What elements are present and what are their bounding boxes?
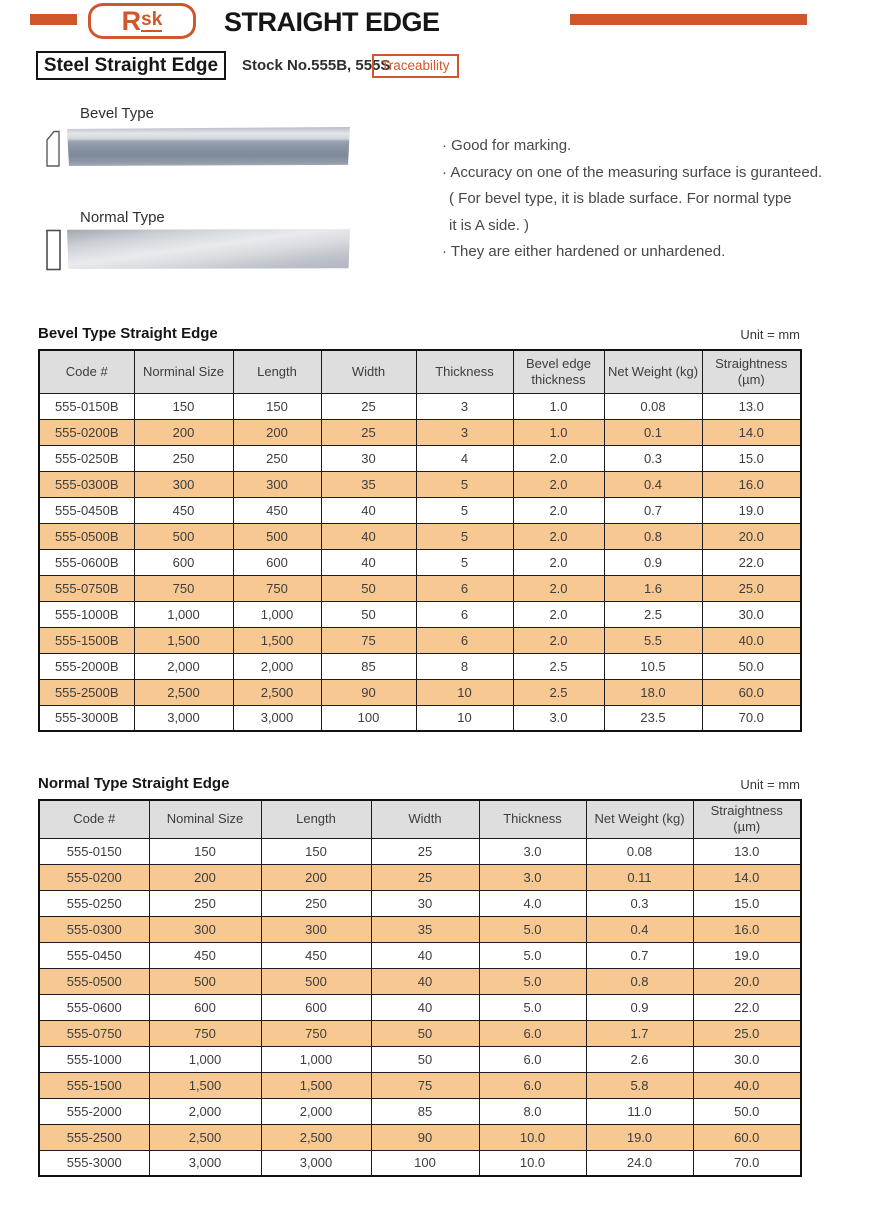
table-cell: 8 bbox=[416, 653, 513, 679]
table-cell: 40.0 bbox=[693, 1072, 801, 1098]
table-cell: 90 bbox=[321, 679, 416, 705]
table-cell: 555-1000B bbox=[39, 601, 134, 627]
table-cell: 150 bbox=[134, 393, 233, 419]
table-cell: 19.0 bbox=[702, 497, 801, 523]
table-row bbox=[39, 705, 801, 731]
table-row bbox=[39, 1150, 801, 1176]
brand-logo bbox=[88, 3, 196, 39]
table-row bbox=[39, 575, 801, 601]
table-cell: 200 bbox=[233, 419, 321, 445]
feature-line: · Good for marking. bbox=[442, 137, 572, 154]
table-cell: 1.6 bbox=[604, 575, 702, 601]
table-cell: 23.5 bbox=[604, 705, 702, 731]
table-cell: 3 bbox=[416, 419, 513, 445]
table-cell: 200 bbox=[261, 864, 371, 890]
bevel-table bbox=[38, 349, 802, 732]
table-cell: 1,000 bbox=[233, 601, 321, 627]
table-cell: 85 bbox=[321, 653, 416, 679]
table-cell: 24.0 bbox=[586, 1150, 693, 1176]
table-row bbox=[39, 1098, 801, 1124]
table-row bbox=[39, 419, 801, 445]
table-cell: 85 bbox=[371, 1098, 479, 1124]
table-cell: 13.0 bbox=[693, 838, 801, 864]
table-cell: 300 bbox=[149, 916, 261, 942]
table-cell: 150 bbox=[149, 838, 261, 864]
table-cell: 2.0 bbox=[513, 445, 604, 471]
product-name-box: Steel Straight Edge bbox=[36, 51, 226, 80]
table-cell: 500 bbox=[149, 968, 261, 994]
table-cell: 3,000 bbox=[261, 1150, 371, 1176]
table-cell: 1,500 bbox=[261, 1072, 371, 1098]
table-cell: 555-2000B bbox=[39, 653, 134, 679]
table-cell: 450 bbox=[233, 497, 321, 523]
table-cell: 555-0300 bbox=[39, 916, 149, 942]
table-cell: 40 bbox=[321, 497, 416, 523]
bevel-type-label: Bevel Type bbox=[80, 105, 154, 122]
table-row bbox=[39, 679, 801, 705]
feature-line: · Accuracy on one of the measuring surface is guranteed. bbox=[442, 163, 823, 181]
table-cell: 0.1 bbox=[604, 419, 702, 445]
table-cell: 35 bbox=[321, 471, 416, 497]
table-cell: 22.0 bbox=[693, 994, 801, 1020]
table-cell: 0.7 bbox=[604, 497, 702, 523]
table-cell: 555-1500B bbox=[39, 627, 134, 653]
table-cell: 5.8 bbox=[586, 1072, 693, 1098]
table-cell: 3 bbox=[416, 393, 513, 419]
table-cell: 5.0 bbox=[479, 968, 586, 994]
table-cell: 25.0 bbox=[702, 575, 801, 601]
table-cell: 300 bbox=[261, 916, 371, 942]
table-cell: 2,500 bbox=[149, 1124, 261, 1150]
table-cell: 2.0 bbox=[513, 523, 604, 549]
column-header: Net Weight (kg) bbox=[604, 350, 702, 393]
table-cell: 250 bbox=[134, 445, 233, 471]
header-accent-bar-right bbox=[570, 14, 807, 25]
table-cell: 18.0 bbox=[604, 679, 702, 705]
table-cell: 500 bbox=[261, 968, 371, 994]
table-cell: 2.6 bbox=[586, 1046, 693, 1072]
table-row bbox=[39, 916, 801, 942]
table-row bbox=[39, 497, 801, 523]
table-cell: 250 bbox=[261, 890, 371, 916]
table-cell: 2,500 bbox=[233, 679, 321, 705]
brand-logo-text-small: sk bbox=[141, 9, 163, 30]
table-cell: 5.0 bbox=[479, 994, 586, 1020]
table-cell: 10.5 bbox=[604, 653, 702, 679]
table-cell: 4.0 bbox=[479, 890, 586, 916]
table-cell: 13.0 bbox=[702, 393, 801, 419]
table-row bbox=[39, 968, 801, 994]
table-cell: 5 bbox=[416, 497, 513, 523]
table-row bbox=[39, 1072, 801, 1098]
table-cell: 750 bbox=[233, 575, 321, 601]
table-cell: 6.0 bbox=[479, 1020, 586, 1046]
table-cell: 70.0 bbox=[702, 705, 801, 731]
table-cell: 22.0 bbox=[702, 549, 801, 575]
table-cell: 0.9 bbox=[586, 994, 693, 1020]
table-cell: 555-0450 bbox=[39, 942, 149, 968]
table-cell: 30 bbox=[321, 445, 416, 471]
table-cell: 0.08 bbox=[586, 838, 693, 864]
column-header: Length bbox=[261, 800, 371, 838]
normal-table bbox=[38, 799, 802, 1177]
table-cell: 1,500 bbox=[233, 627, 321, 653]
table-row bbox=[39, 523, 801, 549]
table-cell: 25 bbox=[371, 838, 479, 864]
table-cell: 1.0 bbox=[513, 419, 604, 445]
bevel-table-title: Bevel Type Straight Edge bbox=[38, 325, 218, 342]
table-cell: 555-2500B bbox=[39, 679, 134, 705]
table-cell: 6.0 bbox=[479, 1072, 586, 1098]
table-cell: 100 bbox=[321, 705, 416, 731]
normal-cross-section-icon bbox=[45, 229, 63, 271]
table-cell: 3.0 bbox=[479, 838, 586, 864]
table-cell: 200 bbox=[149, 864, 261, 890]
table-cell: 2.5 bbox=[604, 601, 702, 627]
table-cell: 250 bbox=[233, 445, 321, 471]
table-cell: 20.0 bbox=[702, 523, 801, 549]
normal-type-label: Normal Type bbox=[80, 209, 165, 226]
table-cell: 1,000 bbox=[261, 1046, 371, 1072]
table-cell: 500 bbox=[134, 523, 233, 549]
table-cell: 450 bbox=[149, 942, 261, 968]
table-row bbox=[39, 1020, 801, 1046]
column-header: Straightness (µm) bbox=[693, 800, 801, 838]
table-cell: 16.0 bbox=[693, 916, 801, 942]
table-cell: 10 bbox=[416, 679, 513, 705]
column-header: Straightness (µm) bbox=[702, 350, 801, 393]
normal-table-section bbox=[38, 775, 800, 1177]
normal-table-body bbox=[39, 838, 801, 1176]
table-cell: 600 bbox=[261, 994, 371, 1020]
table-cell: 40 bbox=[321, 549, 416, 575]
table-row bbox=[39, 549, 801, 575]
table-cell: 50 bbox=[371, 1020, 479, 1046]
table-cell: 2,000 bbox=[233, 653, 321, 679]
table-cell: 40.0 bbox=[702, 627, 801, 653]
table-cell: 1,000 bbox=[149, 1046, 261, 1072]
table-cell: 5.5 bbox=[604, 627, 702, 653]
bevel-table-unit-label: Unit = mm bbox=[740, 327, 800, 342]
table-row bbox=[39, 1046, 801, 1072]
table-cell: 1.7 bbox=[586, 1020, 693, 1046]
table-cell: 555-0750B bbox=[39, 575, 134, 601]
table-cell: 15.0 bbox=[702, 445, 801, 471]
table-cell: 555-1500 bbox=[39, 1072, 149, 1098]
table-cell: 555-1000 bbox=[39, 1046, 149, 1072]
table-cell: 0.8 bbox=[604, 523, 702, 549]
table-cell: 555-0500B bbox=[39, 523, 134, 549]
table-cell: 600 bbox=[134, 549, 233, 575]
table-cell: 25 bbox=[321, 419, 416, 445]
table-cell: 30.0 bbox=[702, 601, 801, 627]
column-header: Thickness bbox=[416, 350, 513, 393]
table-cell: 555-0300B bbox=[39, 471, 134, 497]
table-cell: 1,500 bbox=[149, 1072, 261, 1098]
table-cell: 35 bbox=[371, 916, 479, 942]
table-cell: 75 bbox=[371, 1072, 479, 1098]
table-row bbox=[39, 994, 801, 1020]
table-cell: 3,000 bbox=[149, 1150, 261, 1176]
feature-line: · They are either hardened or unhardened. bbox=[442, 243, 726, 260]
table-cell: 5 bbox=[416, 523, 513, 549]
table-cell: 14.0 bbox=[702, 419, 801, 445]
table-row bbox=[39, 942, 801, 968]
table-cell: 600 bbox=[233, 549, 321, 575]
table-cell: 0.4 bbox=[586, 916, 693, 942]
table-cell: 555-3000 bbox=[39, 1150, 149, 1176]
table-cell: 3.0 bbox=[513, 705, 604, 731]
table-cell: 60.0 bbox=[702, 679, 801, 705]
table-cell: 50.0 bbox=[693, 1098, 801, 1124]
table-cell: 50 bbox=[321, 601, 416, 627]
table-cell: 750 bbox=[134, 575, 233, 601]
table-cell: 555-0150 bbox=[39, 838, 149, 864]
table-row bbox=[39, 601, 801, 627]
table-cell: 250 bbox=[149, 890, 261, 916]
table-cell: 2.0 bbox=[513, 575, 604, 601]
table-row bbox=[39, 838, 801, 864]
table-cell: 750 bbox=[261, 1020, 371, 1046]
table-cell: 0.3 bbox=[604, 445, 702, 471]
table-cell: 25 bbox=[371, 864, 479, 890]
column-header: Nominal Size bbox=[149, 800, 261, 838]
table-cell: 500 bbox=[233, 523, 321, 549]
table-row bbox=[39, 393, 801, 419]
table-cell: 555-0500 bbox=[39, 968, 149, 994]
table-cell: 14.0 bbox=[693, 864, 801, 890]
table-cell: 555-0250B bbox=[39, 445, 134, 471]
table-cell: 555-0450B bbox=[39, 497, 134, 523]
stock-number: Stock No.555B, 555S bbox=[242, 57, 391, 74]
table-cell: 90 bbox=[371, 1124, 479, 1150]
table-cell: 2.0 bbox=[513, 627, 604, 653]
table-cell: 300 bbox=[233, 471, 321, 497]
table-row bbox=[39, 890, 801, 916]
table-row bbox=[39, 471, 801, 497]
table-cell: 0.7 bbox=[586, 942, 693, 968]
bevel-cross-section-icon bbox=[44, 130, 62, 168]
page-title: STRAIGHT EDGE bbox=[224, 7, 440, 37]
table-cell: 25 bbox=[321, 393, 416, 419]
table-cell: 40 bbox=[371, 968, 479, 994]
feature-line: ( For bevel type, it is blade surface. For normal type bbox=[449, 190, 792, 207]
table-cell: 6 bbox=[416, 601, 513, 627]
table-row bbox=[39, 1124, 801, 1150]
column-header: Width bbox=[321, 350, 416, 393]
table-cell: 19.0 bbox=[586, 1124, 693, 1150]
table-cell: 11.0 bbox=[586, 1098, 693, 1124]
bevel-table-section bbox=[38, 325, 800, 732]
table-cell: 6 bbox=[416, 575, 513, 601]
table-cell: 100 bbox=[371, 1150, 479, 1176]
table-cell: 555-0750 bbox=[39, 1020, 149, 1046]
table-cell: 6 bbox=[416, 627, 513, 653]
table-cell: 600 bbox=[149, 994, 261, 1020]
table-cell: 750 bbox=[149, 1020, 261, 1046]
table-cell: 150 bbox=[233, 393, 321, 419]
table-cell: 40 bbox=[321, 523, 416, 549]
table-cell: 0.08 bbox=[604, 393, 702, 419]
table-cell: 2.0 bbox=[513, 471, 604, 497]
table-cell: 30.0 bbox=[693, 1046, 801, 1072]
table-cell: 30 bbox=[371, 890, 479, 916]
table-cell: 75 bbox=[321, 627, 416, 653]
column-header: Code # bbox=[39, 800, 149, 838]
table-row bbox=[39, 627, 801, 653]
table-cell: 10 bbox=[416, 705, 513, 731]
table-row bbox=[39, 653, 801, 679]
table-cell: 50 bbox=[321, 575, 416, 601]
table-cell: 555-0600 bbox=[39, 994, 149, 1020]
table-cell: 5 bbox=[416, 471, 513, 497]
table-row bbox=[39, 445, 801, 471]
table-cell: 1,000 bbox=[134, 601, 233, 627]
table-cell: 450 bbox=[134, 497, 233, 523]
column-header: Net Weight (kg) bbox=[586, 800, 693, 838]
table-cell: 555-0200 bbox=[39, 864, 149, 890]
table-cell: 3,000 bbox=[134, 705, 233, 731]
table-cell: 10.0 bbox=[479, 1150, 586, 1176]
normal-table-header-row bbox=[39, 800, 801, 838]
table-cell: 2,500 bbox=[261, 1124, 371, 1150]
table-cell: 50.0 bbox=[702, 653, 801, 679]
table-cell: 10.0 bbox=[479, 1124, 586, 1150]
table-cell: 0.9 bbox=[604, 549, 702, 575]
table-cell: 2,000 bbox=[134, 653, 233, 679]
table-cell: 25.0 bbox=[693, 1020, 801, 1046]
feature-line: it is A side. ) bbox=[449, 216, 530, 234]
table-cell: 2.0 bbox=[513, 549, 604, 575]
table-cell: 0.8 bbox=[586, 968, 693, 994]
table-cell: 1,500 bbox=[134, 627, 233, 653]
table-cell: 2.5 bbox=[513, 653, 604, 679]
table-row bbox=[39, 864, 801, 890]
table-cell: 300 bbox=[134, 471, 233, 497]
table-cell: 1.0 bbox=[513, 393, 604, 419]
table-cell: 3.0 bbox=[479, 864, 586, 890]
column-header: Norminal Size bbox=[134, 350, 233, 393]
table-cell: 555-0600B bbox=[39, 549, 134, 575]
table-cell: 50 bbox=[371, 1046, 479, 1072]
table-cell: 5 bbox=[416, 549, 513, 575]
table-cell: 450 bbox=[261, 942, 371, 968]
normal-table-unit-label: Unit = mm bbox=[740, 777, 800, 792]
table-cell: 5.0 bbox=[479, 942, 586, 968]
table-cell: 2,000 bbox=[149, 1098, 261, 1124]
table-cell: 4 bbox=[416, 445, 513, 471]
table-cell: 555-0150B bbox=[39, 393, 134, 419]
table-cell: 150 bbox=[261, 838, 371, 864]
table-cell: 40 bbox=[371, 942, 479, 968]
table-cell: 20.0 bbox=[693, 968, 801, 994]
bevel-straight-edge-image bbox=[67, 127, 350, 166]
table-cell: 200 bbox=[134, 419, 233, 445]
table-cell: 0.11 bbox=[586, 864, 693, 890]
table-cell: 2.0 bbox=[513, 497, 604, 523]
table-cell: 40 bbox=[371, 994, 479, 1020]
bevel-table-caption-row bbox=[38, 325, 800, 342]
table-cell: 2.5 bbox=[513, 679, 604, 705]
table-cell: 555-0200B bbox=[39, 419, 134, 445]
table-cell: 2.0 bbox=[513, 601, 604, 627]
table-cell: 555-3000B bbox=[39, 705, 134, 731]
column-header: Thickness bbox=[479, 800, 586, 838]
brand-logo-text: R bbox=[121, 5, 142, 36]
table-cell: 555-0250 bbox=[39, 890, 149, 916]
bevel-table-header-row bbox=[39, 350, 801, 393]
table-cell: 5.0 bbox=[479, 916, 586, 942]
column-header: Length bbox=[233, 350, 321, 393]
feature-list bbox=[442, 133, 852, 266]
normal-table-title: Normal Type Straight Edge bbox=[38, 775, 230, 792]
traceability-badge: Traceability bbox=[372, 54, 459, 78]
column-header: Width bbox=[371, 800, 479, 838]
normal-straight-edge-image bbox=[67, 229, 350, 269]
table-cell: 15.0 bbox=[693, 890, 801, 916]
column-header: Code # bbox=[39, 350, 134, 393]
table-cell: 0.3 bbox=[586, 890, 693, 916]
table-cell: 60.0 bbox=[693, 1124, 801, 1150]
table-cell: 6.0 bbox=[479, 1046, 586, 1072]
table-cell: 555-2000 bbox=[39, 1098, 149, 1124]
normal-table-caption-row bbox=[38, 775, 800, 792]
table-cell: 19.0 bbox=[693, 942, 801, 968]
table-cell: 3,000 bbox=[233, 705, 321, 731]
table-cell: 555-2500 bbox=[39, 1124, 149, 1150]
table-cell: 2,000 bbox=[261, 1098, 371, 1124]
header-accent-bar-left bbox=[30, 14, 77, 25]
table-cell: 0.4 bbox=[604, 471, 702, 497]
bevel-table-body bbox=[39, 393, 801, 731]
table-cell: 2,500 bbox=[134, 679, 233, 705]
table-cell: 8.0 bbox=[479, 1098, 586, 1124]
table-cell: 70.0 bbox=[693, 1150, 801, 1176]
table-cell: 16.0 bbox=[702, 471, 801, 497]
column-header: Bevel edge thickness bbox=[513, 350, 604, 393]
